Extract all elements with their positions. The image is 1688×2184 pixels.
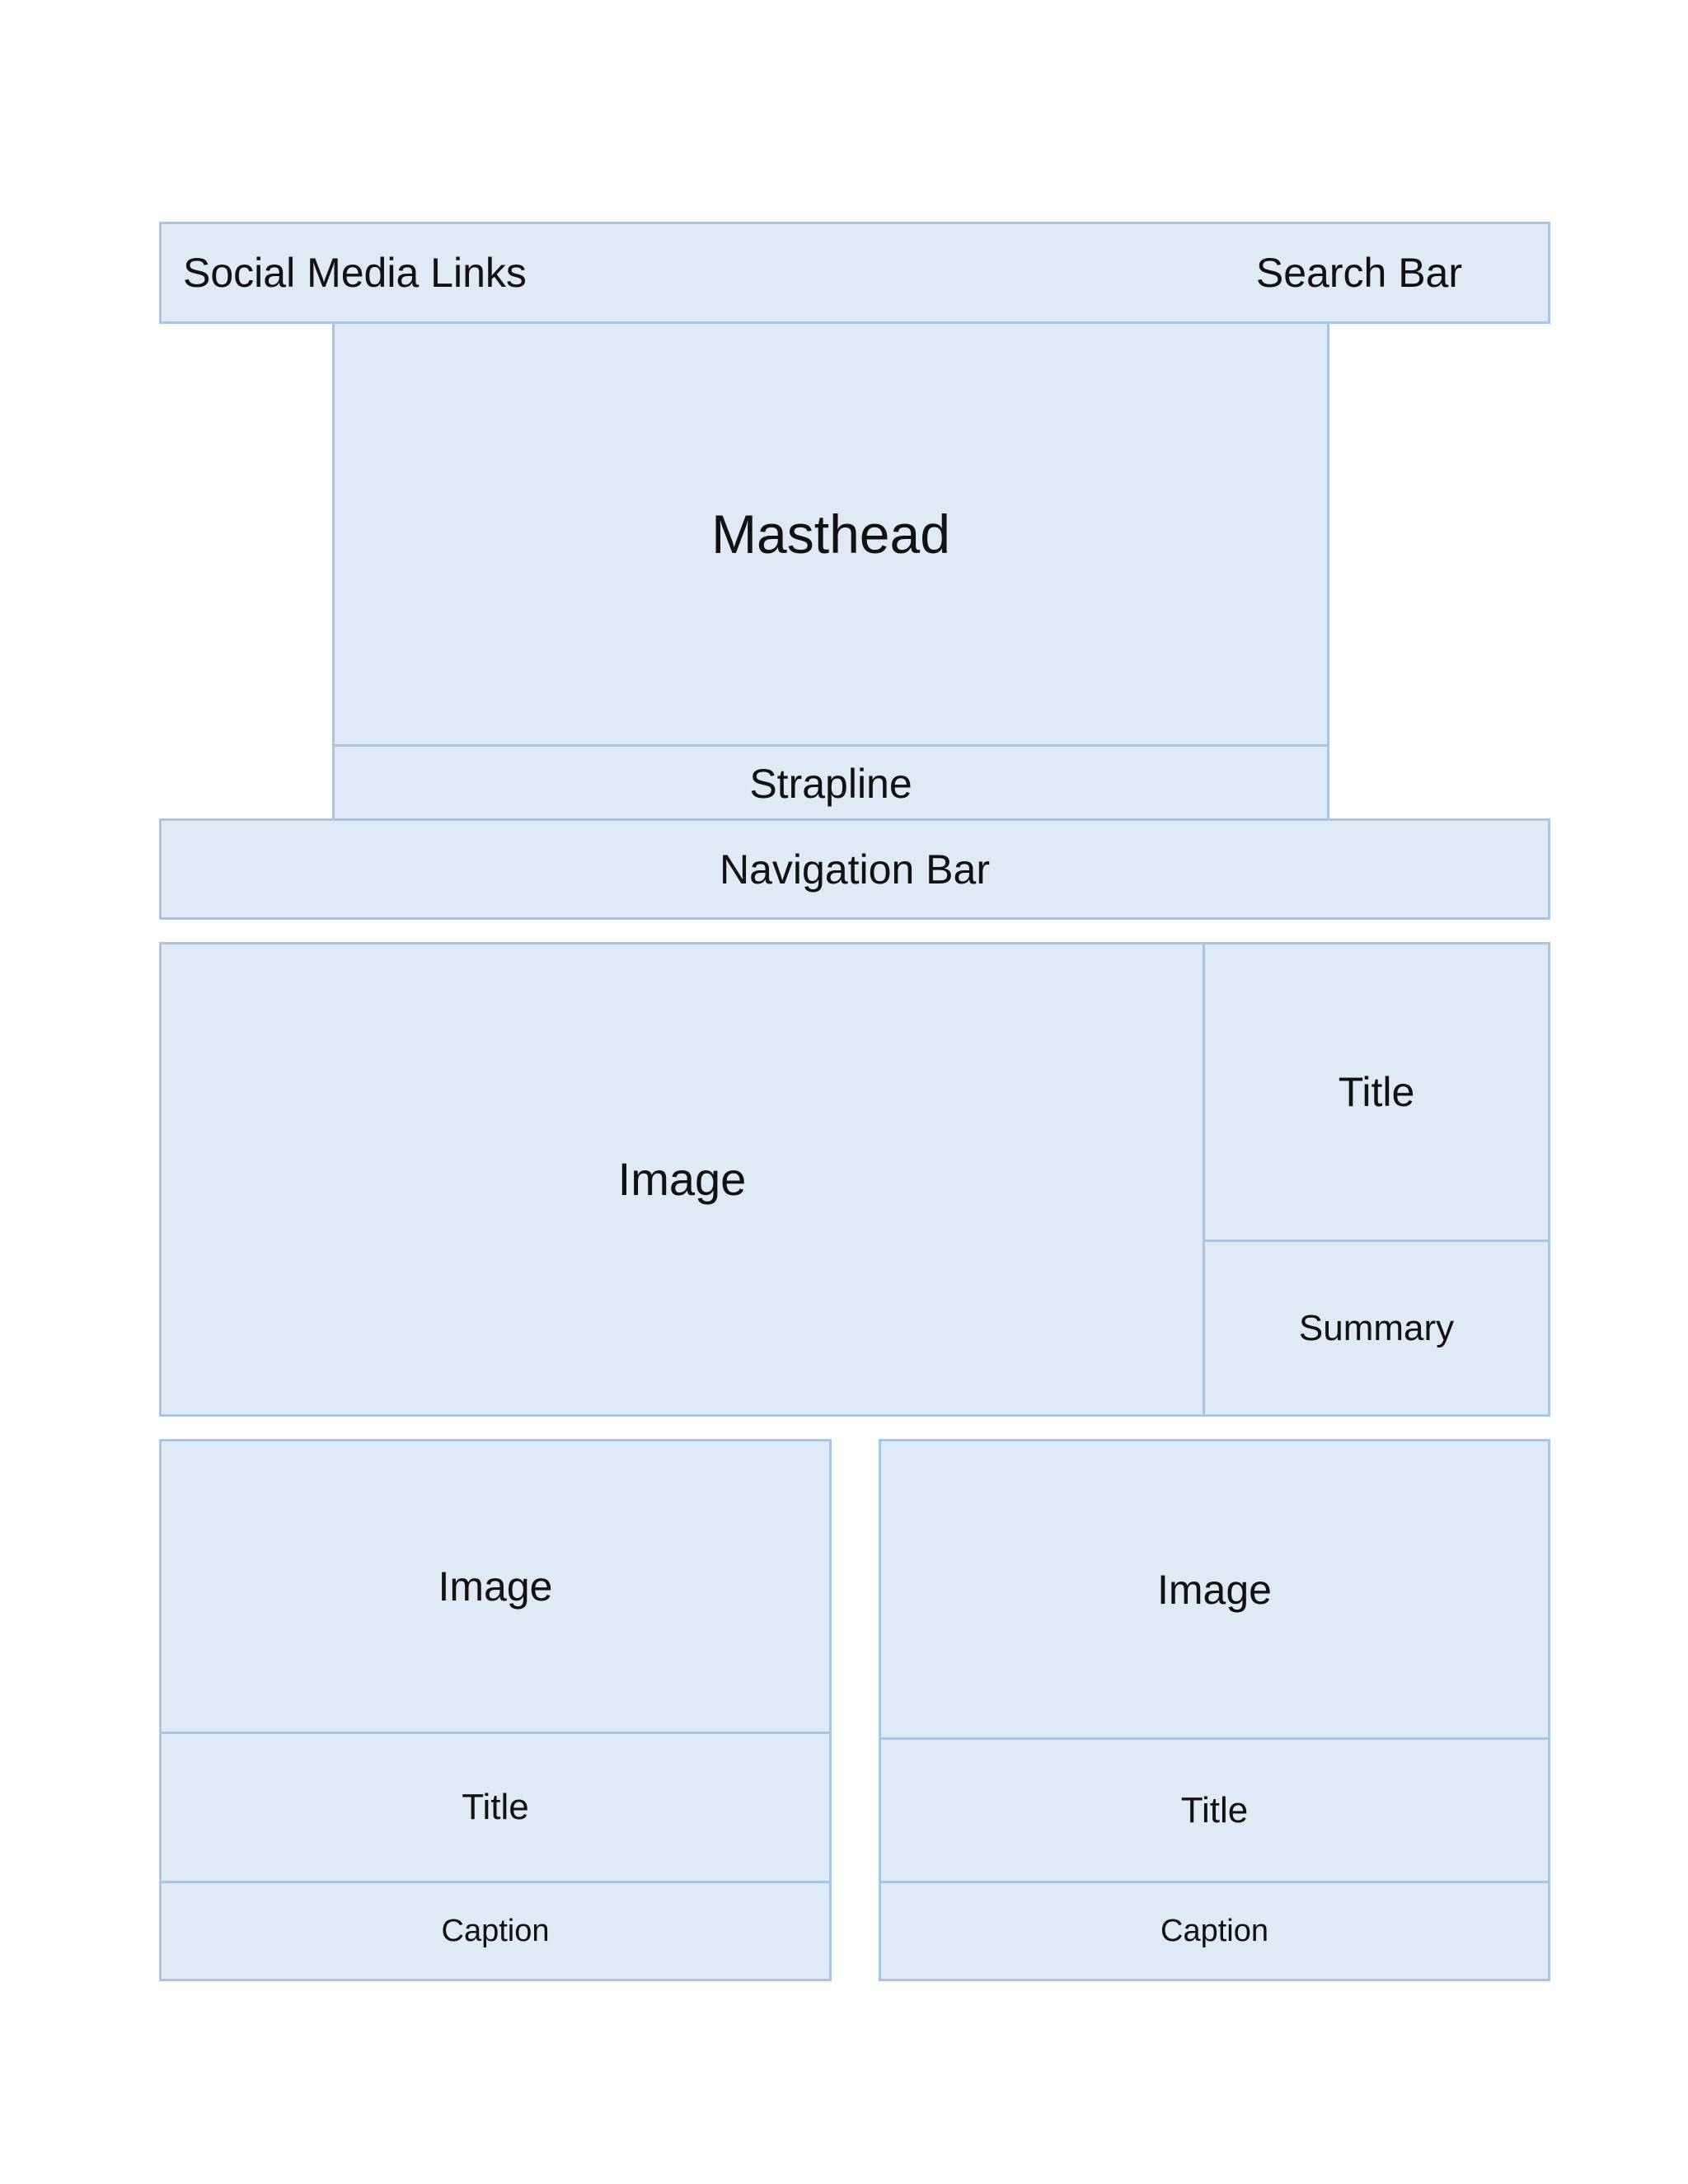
navigation-bar [159, 818, 1550, 920]
card-2-image-label: Image [1157, 1566, 1272, 1613]
feature-image-label: Image [617, 1153, 747, 1205]
feature-summary [1203, 1240, 1550, 1417]
card-1-image-label: Image [438, 1563, 553, 1610]
feature-title-label: Title [1338, 1069, 1415, 1115]
masthead-label: Masthead [711, 504, 950, 565]
strapline [332, 744, 1329, 823]
card-2-image [879, 1439, 1550, 1740]
card-1-title [159, 1732, 832, 1883]
card-2-caption [879, 1881, 1550, 1981]
top-bar [159, 222, 1550, 324]
card-1-caption [159, 1881, 832, 1981]
card-1-title-label: Title [462, 1787, 529, 1827]
card-1-image [159, 1439, 832, 1734]
navigation-bar-label: Navigation Bar [720, 846, 990, 893]
card-2-title-label: Title [1180, 1789, 1249, 1830]
feature-summary-label: Summary [1298, 1307, 1455, 1348]
card-2-caption-label: Caption [1160, 1914, 1268, 1948]
feature-image [159, 942, 1205, 1417]
search-bar-label: Search Bar [1255, 250, 1462, 296]
card-1-caption-label: Caption [441, 1914, 550, 1948]
social-media-links-label: Social Media Links [183, 250, 527, 296]
masthead [332, 321, 1329, 747]
feature-title [1203, 942, 1550, 1242]
strapline-label: Strapline [749, 760, 912, 807]
card-2-title [879, 1737, 1550, 1883]
